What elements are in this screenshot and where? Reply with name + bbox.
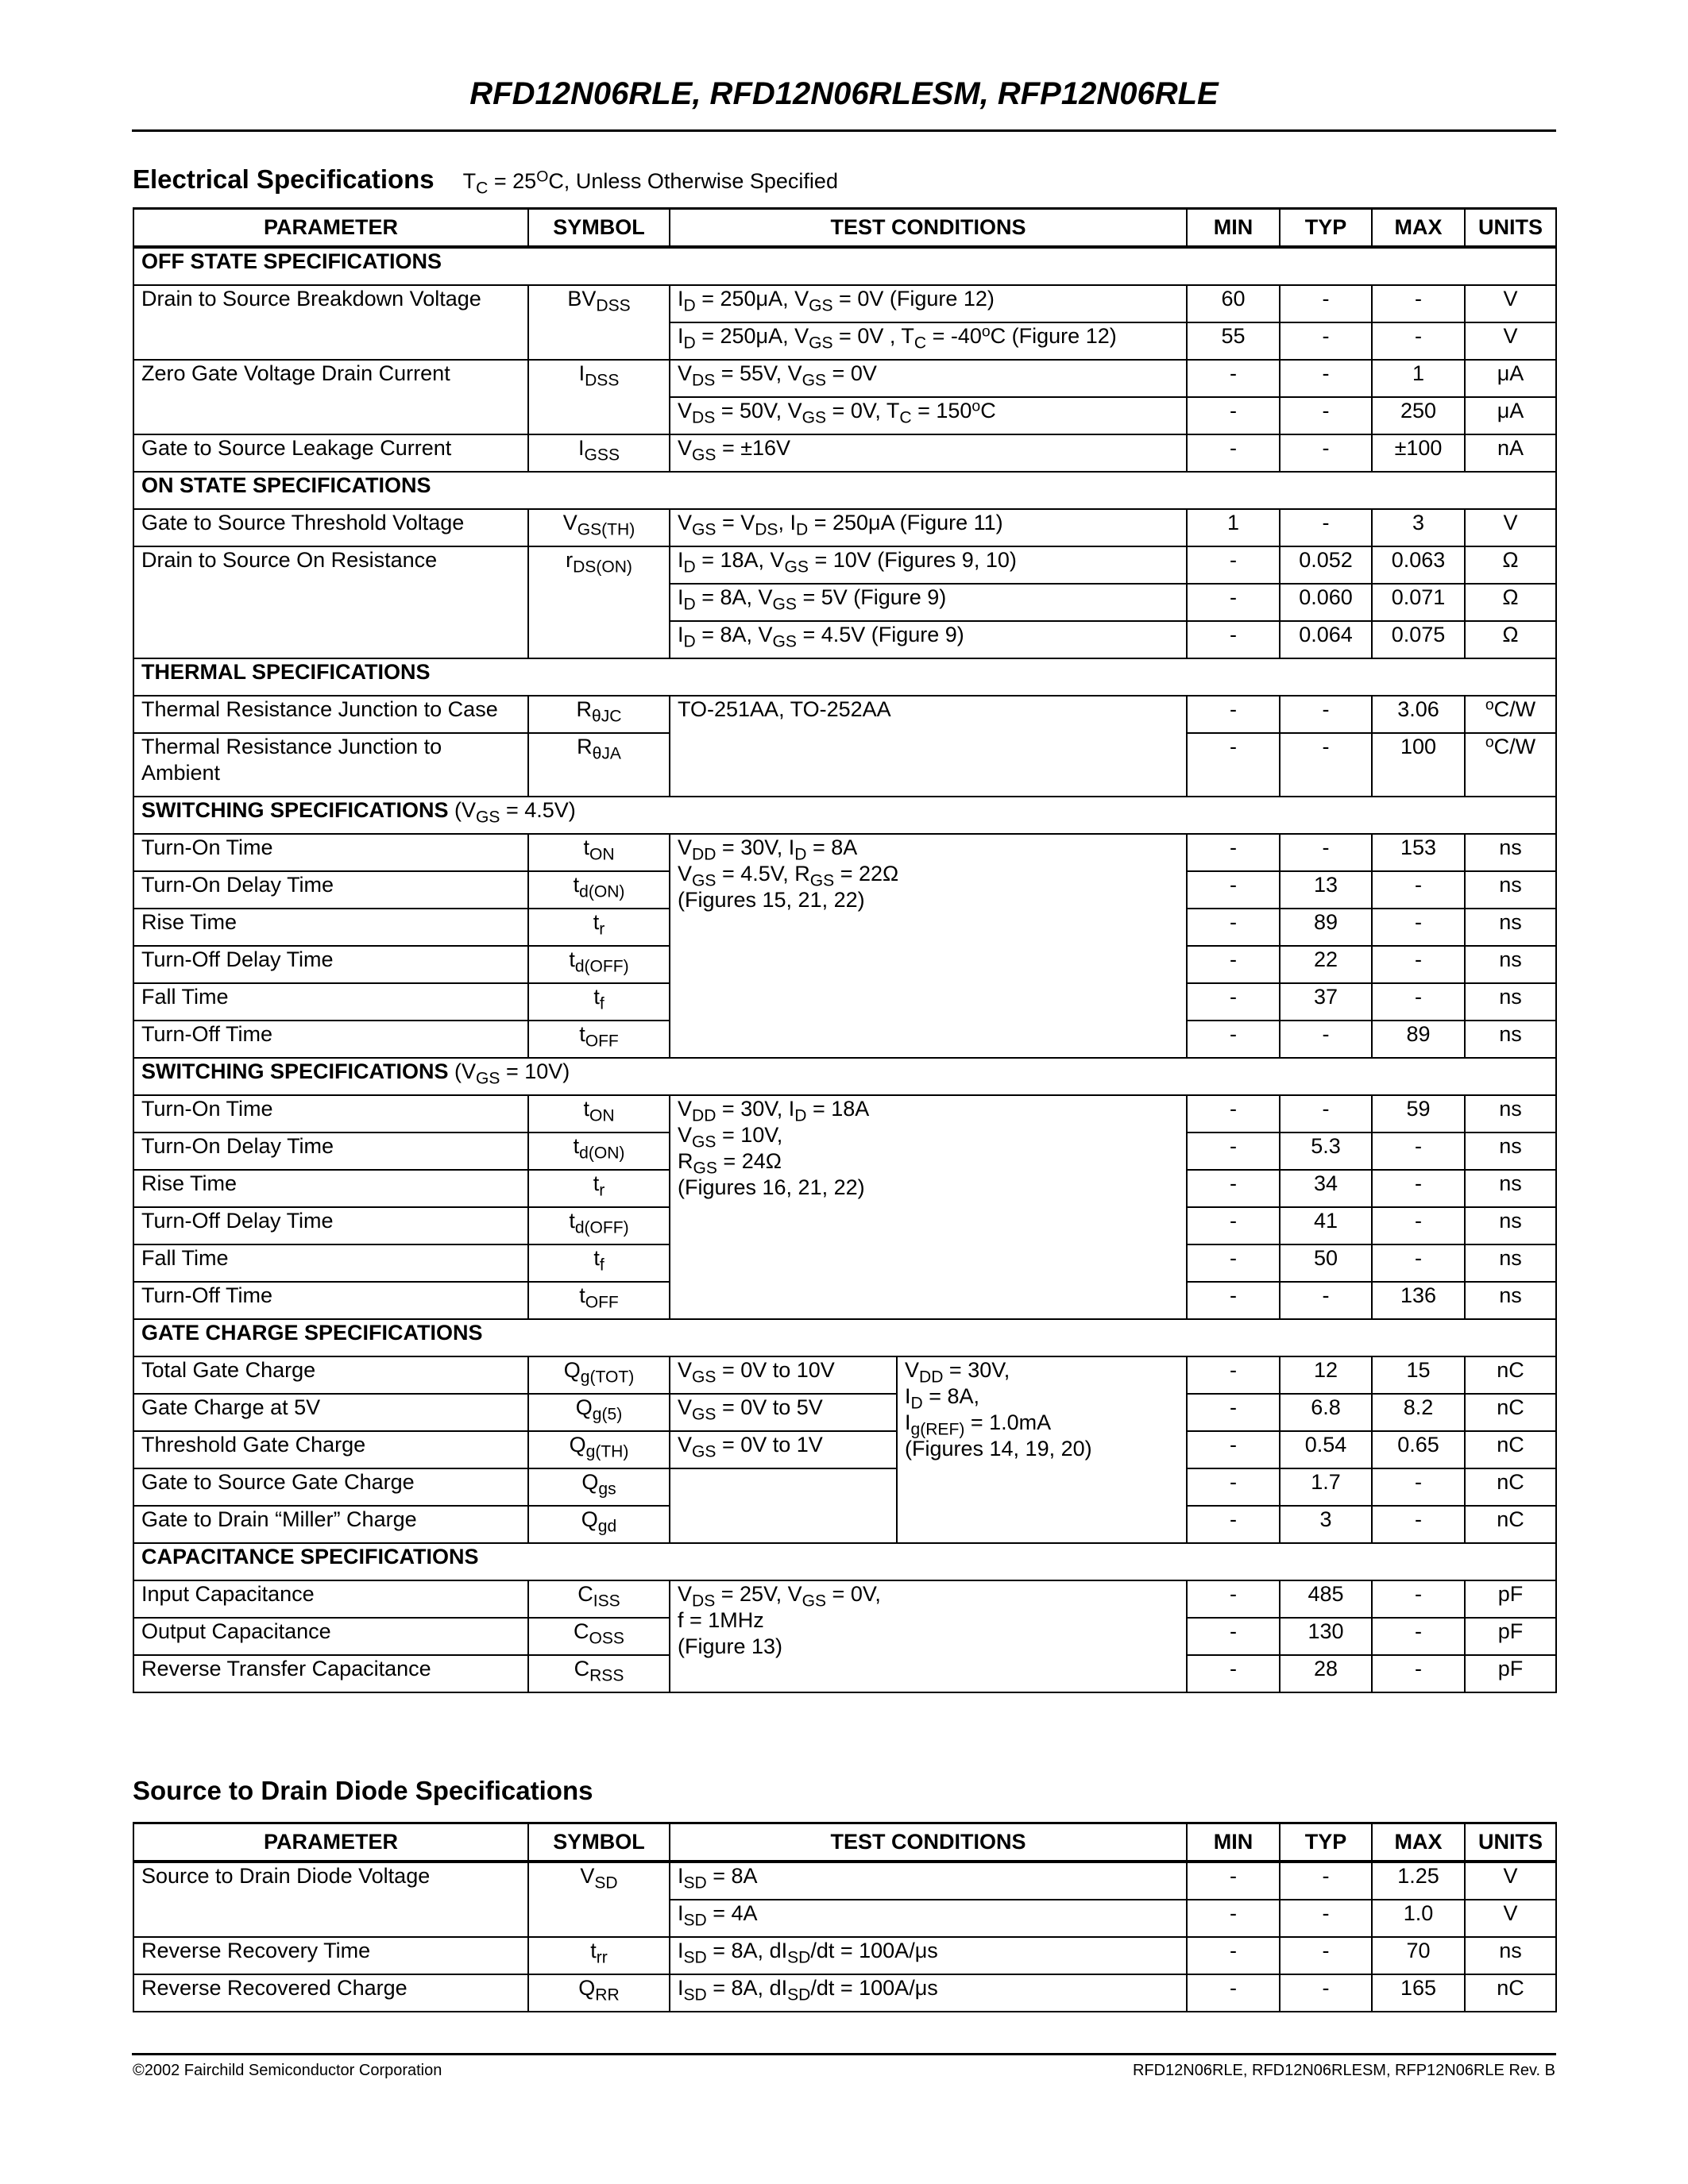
unit-cell: V xyxy=(1465,509,1556,546)
electrical-specifications-heading xyxy=(133,164,838,198)
typ-cell: 37 xyxy=(1280,983,1372,1021)
typ-cell: - xyxy=(1280,1900,1372,1937)
param-cell: Gate to Source Leakage Current xyxy=(133,434,528,472)
min-cell: - xyxy=(1187,1394,1280,1431)
header-min: MIN xyxy=(1187,1823,1280,1862)
condition-cell: $I_D = 8A$, $V_{GS} = 4.5V$ (Figure 9) xyxy=(670,621,1187,658)
symbol-cell: $t_{OFF}$ xyxy=(528,1021,670,1058)
unit-cell: ns xyxy=(1465,1937,1556,1974)
param-cell: Thermal Resistance Junction to Ambient xyxy=(133,733,528,797)
max-cell: ±100 xyxy=(1372,434,1465,472)
condition-cell: TO-251AA, TO-252AA xyxy=(670,696,1187,797)
unit-cell: ns xyxy=(1465,909,1556,946)
footer-part-numbers: RFD12N06RLE, RFD12N06RLESM, RFP12N06RLE Rev. B xyxy=(1132,2062,1555,2079)
param-cell: Reverse Recovery Time xyxy=(133,1937,528,1974)
diode-specifications-table xyxy=(133,1822,1557,2012)
footer-rule xyxy=(132,2053,1556,2055)
typ-cell: - xyxy=(1280,1974,1372,2012)
param-cell: Reverse Recovered Charge xyxy=(133,1974,528,2012)
unit-cell: ns xyxy=(1465,834,1556,871)
table-header-row xyxy=(133,1823,1556,1862)
typ-cell: 130 xyxy=(1280,1618,1372,1655)
symbol-cell: $t_{d(ON)}$ xyxy=(528,871,670,909)
header-units: UNITS xyxy=(1465,209,1556,248)
typ-cell: 28 xyxy=(1280,1655,1372,1692)
condition-cell: $I_D = 250\mu A$, $V_{GS} = 0V$ , $T_C = -40^oC$ (Figure 12) xyxy=(670,322,1187,360)
unit-cell: ns xyxy=(1465,871,1556,909)
param-cell: Source to Drain Diode Voltage xyxy=(133,1862,528,1937)
table-row xyxy=(133,434,1556,472)
min-cell: - xyxy=(1187,397,1280,434)
symbol-cell: $R_{\theta JC}$ xyxy=(528,696,670,733)
max-cell: - xyxy=(1372,1207,1465,1244)
max-cell: 8.2 xyxy=(1372,1394,1465,1431)
typ-cell: - xyxy=(1280,733,1372,797)
unit-cell: μA xyxy=(1465,397,1556,434)
max-cell: 0.063 xyxy=(1372,546,1465,584)
typ-cell: - xyxy=(1280,509,1372,546)
unit-cell: ns xyxy=(1465,1095,1556,1133)
param-cell: Turn-On Time xyxy=(133,1095,528,1133)
table-row xyxy=(133,1974,1556,2012)
table-row xyxy=(133,546,1556,584)
header-typ: TYP xyxy=(1280,209,1372,248)
max-cell: - xyxy=(1372,322,1465,360)
param-cell: Rise Time xyxy=(133,1170,528,1207)
condition-cell: $V_{GS} = \pm 16V$ xyxy=(670,434,1187,472)
unit-cell: ns xyxy=(1465,1207,1556,1244)
footer-copyright: ©2002 Fairchild Semiconductor Corporation xyxy=(133,2062,442,2079)
max-cell: - xyxy=(1372,1244,1465,1282)
symbol-cell: $I_{GSS}$ xyxy=(528,434,670,472)
symbol-cell: $C_{OSS}$ xyxy=(528,1618,670,1655)
header-symbol: SYMBOL xyxy=(528,1823,670,1862)
symbol-cell: $t_{rr}$ xyxy=(528,1937,670,1974)
min-cell: - xyxy=(1187,1095,1280,1133)
gate-charge-rows xyxy=(133,1356,1556,1543)
switching-4-5v-rows xyxy=(133,834,1556,1058)
table-row xyxy=(133,1468,1556,1506)
header-max: MAX xyxy=(1372,1823,1465,1862)
typ-cell: 34 xyxy=(1280,1170,1372,1207)
symbol-cell: $t_f$ xyxy=(528,1244,670,1282)
symbol-cell: $R_{\theta JA}$ xyxy=(528,733,670,797)
param-cell: Fall Time xyxy=(133,1244,528,1282)
typ-cell: 0.064 xyxy=(1280,621,1372,658)
condition-cell: $I_{SD} = 8A$, $dI_{SD}/dt = 100A/\mu s$ xyxy=(670,1937,1187,1974)
unit-cell: μA xyxy=(1465,360,1556,397)
symbol-cell: $V_{GS(TH)}$ xyxy=(528,509,670,546)
switching-10v-rows xyxy=(133,1095,1556,1319)
symbol-cell: $C_{RSS}$ xyxy=(528,1655,670,1692)
typ-cell: 6.8 xyxy=(1280,1394,1372,1431)
min-cell: - xyxy=(1187,1618,1280,1655)
section-off-state: OFF STATE SPECIFICATIONS xyxy=(133,247,1556,285)
symbol-cell: $t_{OFF}$ xyxy=(528,1282,670,1319)
max-cell: 15 xyxy=(1372,1356,1465,1394)
max-cell: - xyxy=(1372,946,1465,983)
header-parameter: PARAMETER xyxy=(133,1823,528,1862)
unit-cell: V xyxy=(1465,322,1556,360)
param-cell: Input Capacitance xyxy=(133,1580,528,1618)
symbol-cell: $Q_{g(TOT)}$ xyxy=(528,1356,670,1394)
symbol-cell: $t_r$ xyxy=(528,1170,670,1207)
min-cell: - xyxy=(1187,546,1280,584)
param-cell: Reverse Transfer Capacitance xyxy=(133,1655,528,1692)
param-cell: Output Capacitance xyxy=(133,1618,528,1655)
unit-cell: nC xyxy=(1465,1356,1556,1394)
param-cell: Turn-On Delay Time xyxy=(133,1133,528,1170)
symbol-cell: $BV_{DSS}$ xyxy=(528,285,670,360)
param-cell: Turn-Off Delay Time xyxy=(133,1207,528,1244)
typ-cell: 13 xyxy=(1280,871,1372,909)
table-row xyxy=(133,696,1556,733)
param-cell: Turn-On Time xyxy=(133,834,528,871)
table-row xyxy=(133,509,1556,546)
unit-cell: $^o$C/W xyxy=(1465,696,1556,733)
param-cell: Turn-Off Time xyxy=(133,1282,528,1319)
electrical-heading-text: Electrical Specifications xyxy=(133,164,435,194)
typ-cell: 5.3 xyxy=(1280,1133,1372,1170)
param-cell: Gate Charge at 5V xyxy=(133,1394,528,1431)
min-cell: - xyxy=(1187,1207,1280,1244)
condition-cell: $I_{SD} = 8A$, $dI_{SD}/dt = 100A/\mu s$ xyxy=(670,1974,1187,2012)
typ-cell: - xyxy=(1280,360,1372,397)
param-cell: Thermal Resistance Junction to Case xyxy=(133,696,528,733)
unit-cell: nC xyxy=(1465,1394,1556,1431)
section-switching-10v: SWITCHING SPECIFICATIONS $(V_{GS} = 10V)$ xyxy=(133,1058,1556,1095)
symbol-cell: $r_{DS(ON)}$ xyxy=(528,546,670,658)
max-cell: 1.25 xyxy=(1372,1862,1465,1900)
header-test-conditions: TEST CONDITIONS xyxy=(670,209,1187,248)
param-cell: Fall Time xyxy=(133,983,528,1021)
max-cell: 136 xyxy=(1372,1282,1465,1319)
unit-cell: ns xyxy=(1465,1244,1556,1282)
condition-cell: $V_{GS} = 0V$ to 1V xyxy=(670,1431,897,1468)
unit-cell: nA xyxy=(1465,434,1556,472)
symbol-cell: $t_{d(OFF)}$ xyxy=(528,946,670,983)
section-switching-4-5v: SWITCHING SPECIFICATIONS $(V_{GS} = 4.5V)$ xyxy=(133,797,1556,834)
shared-condition-cell: $V_{DD} = 30V$, $I_D = 8A$, $I_{g(REF)} = 1.0mA$ (Figures 14, 19, 20) xyxy=(897,1356,1187,1543)
max-cell: - xyxy=(1372,983,1465,1021)
symbol-cell: $C_{ISS}$ xyxy=(528,1580,670,1618)
param-cell: Gate to Source Threshold Voltage xyxy=(133,509,528,546)
max-cell: - xyxy=(1372,909,1465,946)
param-cell: Drain to Source On Resistance xyxy=(133,546,528,658)
min-cell: - xyxy=(1187,1937,1280,1974)
typ-cell: 3 xyxy=(1280,1506,1372,1543)
section-on-state: ON STATE SPECIFICATIONS xyxy=(133,472,1556,509)
unit-cell: pF xyxy=(1465,1580,1556,1618)
typ-cell: 0.060 xyxy=(1280,584,1372,621)
max-cell: 89 xyxy=(1372,1021,1465,1058)
typ-cell: 50 xyxy=(1280,1244,1372,1282)
header-typ: TYP xyxy=(1280,1823,1372,1862)
min-cell: - xyxy=(1187,584,1280,621)
unit-cell: pF xyxy=(1465,1618,1556,1655)
min-cell: - xyxy=(1187,621,1280,658)
unit-cell: ns xyxy=(1465,1133,1556,1170)
section-gate-charge: GATE CHARGE SPECIFICATIONS xyxy=(133,1319,1556,1356)
header-test-conditions: TEST CONDITIONS xyxy=(670,1823,1187,1862)
unit-cell: Ω xyxy=(1465,621,1556,658)
condition-cell: $I_D = 250\mu A$, $V_{GS} = 0V$ (Figure 12) xyxy=(670,285,1187,322)
min-cell: - xyxy=(1187,834,1280,871)
table-row xyxy=(133,834,1556,871)
table-row xyxy=(133,285,1556,322)
max-cell: 70 xyxy=(1372,1937,1465,1974)
max-cell: - xyxy=(1372,871,1465,909)
unit-cell: ns xyxy=(1465,946,1556,983)
unit-cell: V xyxy=(1465,285,1556,322)
max-cell: - xyxy=(1372,1468,1465,1506)
symbol-cell: $Q_{g(TH)}$ xyxy=(528,1431,670,1468)
table-row xyxy=(133,1356,1556,1394)
table-row xyxy=(133,1580,1556,1618)
table-row xyxy=(133,1431,1556,1468)
max-cell: - xyxy=(1372,1618,1465,1655)
typ-cell: - xyxy=(1280,397,1372,434)
unit-cell: ns xyxy=(1465,983,1556,1021)
typ-cell: 12 xyxy=(1280,1356,1372,1394)
min-cell: - xyxy=(1187,1974,1280,2012)
min-cell: 60 xyxy=(1187,285,1280,322)
symbol-cell: $t_{d(ON)}$ xyxy=(528,1133,670,1170)
param-cell: Turn-On Delay Time xyxy=(133,871,528,909)
min-cell: - xyxy=(1187,434,1280,472)
typ-cell: - xyxy=(1280,696,1372,733)
param-cell: Gate to Drain “Miller” Charge xyxy=(133,1506,528,1543)
table-row xyxy=(133,1862,1556,1900)
diode-specifications-heading: Source to Drain Diode Specifications xyxy=(133,1776,593,1805)
unit-cell: V xyxy=(1465,1900,1556,1937)
document-title: RFD12N06RLE, RFD12N06RLESM, RFP12N06RLE xyxy=(469,76,1219,111)
min-cell: - xyxy=(1187,1021,1280,1058)
max-cell: - xyxy=(1372,1133,1465,1170)
min-cell: - xyxy=(1187,1431,1280,1468)
unit-cell: Ω xyxy=(1465,546,1556,584)
header-units: UNITS xyxy=(1465,1823,1556,1862)
max-cell: 0.65 xyxy=(1372,1431,1465,1468)
condition-cell: $V_{DS} = 50V$, $V_{GS} = 0V$, $T_C = 150^oC$ xyxy=(670,397,1187,434)
condition-cell xyxy=(670,1468,897,1543)
max-cell: 3 xyxy=(1372,509,1465,546)
min-cell: - xyxy=(1187,1244,1280,1282)
typ-cell: 485 xyxy=(1280,1580,1372,1618)
max-cell: - xyxy=(1372,1506,1465,1543)
section-thermal: THERMAL SPECIFICATIONS xyxy=(133,658,1556,696)
min-cell: - xyxy=(1187,1506,1280,1543)
param-cell: Threshold Gate Charge xyxy=(133,1431,528,1468)
min-cell: - xyxy=(1187,696,1280,733)
unit-cell: ns xyxy=(1465,1170,1556,1207)
max-cell: - xyxy=(1372,1170,1465,1207)
max-cell: - xyxy=(1372,1580,1465,1618)
symbol-cell: $Q_{g(5)}$ xyxy=(528,1394,670,1431)
typ-cell: 0.54 xyxy=(1280,1431,1372,1468)
min-cell: 55 xyxy=(1187,322,1280,360)
symbol-cell: $Q_{gs}$ xyxy=(528,1468,670,1506)
symbol-cell: $Q_{gd}$ xyxy=(528,1506,670,1543)
unit-cell: ns xyxy=(1465,1021,1556,1058)
min-cell: - xyxy=(1187,1862,1280,1900)
symbol-cell: $I_{DSS}$ xyxy=(528,360,670,434)
typ-cell: - xyxy=(1280,322,1372,360)
condition-cell: $V_{DS} = 55V$, $V_{GS} = 0V$ xyxy=(670,360,1187,397)
unit-cell: ns xyxy=(1465,1282,1556,1319)
symbol-cell: $t_r$ xyxy=(528,909,670,946)
header-symbol: SYMBOL xyxy=(528,209,670,248)
table-header-row xyxy=(133,209,1556,248)
param-cell: Rise Time xyxy=(133,909,528,946)
min-cell: - xyxy=(1187,1468,1280,1506)
header-min: MIN xyxy=(1187,209,1280,248)
typ-cell: - xyxy=(1280,1862,1372,1900)
symbol-cell: $Q_{RR}$ xyxy=(528,1974,670,2012)
max-cell: 250 xyxy=(1372,397,1465,434)
unit-cell: V xyxy=(1465,1862,1556,1900)
table-row xyxy=(133,360,1556,397)
table-row xyxy=(133,1394,1556,1431)
unit-cell: nC xyxy=(1465,1506,1556,1543)
symbol-cell: $t_{ON}$ xyxy=(528,834,670,871)
max-cell: 59 xyxy=(1372,1095,1465,1133)
condition-cell: $I_D = 18A$, $V_{GS} = 10V$ (Figures 9, 10) xyxy=(670,546,1187,584)
condition-cell: $I_{SD} = 8A$ xyxy=(670,1862,1187,1900)
condition-cell: $I_D = 8A$, $V_{GS} = 5V$ (Figure 9) xyxy=(670,584,1187,621)
header-max: MAX xyxy=(1372,209,1465,248)
symbol-cell: $t_{d(OFF)}$ xyxy=(528,1207,670,1244)
min-cell: - xyxy=(1187,1282,1280,1319)
unit-cell: nC xyxy=(1465,1431,1556,1468)
typ-cell: 89 xyxy=(1280,909,1372,946)
typ-cell: - xyxy=(1280,285,1372,322)
capacitance-rows xyxy=(133,1580,1556,1692)
unit-cell: $^o$C/W xyxy=(1465,733,1556,797)
param-cell: Total Gate Charge xyxy=(133,1356,528,1394)
table-row xyxy=(133,1095,1556,1133)
max-cell: - xyxy=(1372,1655,1465,1692)
condition-cell: $V_{DD} = 30V$, $I_D = 18A$ $V_{GS} = 10V$, $R_{GS} = 24\Omega$ (Figures 16, 21, 22) xyxy=(670,1095,1187,1319)
electrical-specifications-table xyxy=(133,207,1557,1693)
max-cell: 3.06 xyxy=(1372,696,1465,733)
param-cell: Drain to Source Breakdown Voltage xyxy=(133,285,528,360)
electrical-condition: $T_C = 25^OC$, Unless Otherwise Specified xyxy=(462,168,838,198)
symbol-cell: $V_{SD}$ xyxy=(528,1862,670,1937)
max-cell: 165 xyxy=(1372,1974,1465,2012)
header-parameter: PARAMETER xyxy=(133,209,528,248)
min-cell: - xyxy=(1187,1900,1280,1937)
min-cell: - xyxy=(1187,733,1280,797)
min-cell: - xyxy=(1187,946,1280,983)
min-cell: - xyxy=(1187,360,1280,397)
max-cell: 0.071 xyxy=(1372,584,1465,621)
max-cell: 153 xyxy=(1372,834,1465,871)
unit-cell: pF xyxy=(1465,1655,1556,1692)
condition-cell: $V_{GS} = V_{DS}$, $I_D = 250\mu A$ (Figure 11) xyxy=(670,509,1187,546)
param-cell: Turn-Off Delay Time xyxy=(133,946,528,983)
typ-cell: - xyxy=(1280,1937,1372,1974)
condition-cell: $V_{GS} = 0V$ to 10V xyxy=(670,1356,897,1394)
typ-cell: 41 xyxy=(1280,1207,1372,1244)
typ-cell: 0.052 xyxy=(1280,546,1372,584)
unit-cell: nC xyxy=(1465,1974,1556,2012)
min-cell: - xyxy=(1187,1356,1280,1394)
min-cell: - xyxy=(1187,1655,1280,1692)
symbol-cell: $t_{ON}$ xyxy=(528,1095,670,1133)
typ-cell: - xyxy=(1280,1282,1372,1319)
typ-cell: 1.7 xyxy=(1280,1468,1372,1506)
table-row xyxy=(133,1937,1556,1974)
min-cell: - xyxy=(1187,1170,1280,1207)
min-cell: - xyxy=(1187,871,1280,909)
typ-cell: - xyxy=(1280,434,1372,472)
max-cell: - xyxy=(1372,285,1465,322)
param-cell: Gate to Source Gate Charge xyxy=(133,1468,528,1506)
unit-cell: nC xyxy=(1465,1468,1556,1506)
min-cell: - xyxy=(1187,1580,1280,1618)
min-cell: 1 xyxy=(1187,509,1280,546)
min-cell: - xyxy=(1187,983,1280,1021)
max-cell: 1 xyxy=(1372,360,1465,397)
typ-cell: - xyxy=(1280,1095,1372,1133)
condition-cell: $V_{DD} = 30V$, $I_D = 8A$ $V_{GS} = 4.5V$, $R_{GS} = 22\Omega$ (Figures 15, 21, 22) xyxy=(670,834,1187,1058)
condition-cell: $V_{GS} = 0V$ to 5V xyxy=(670,1394,897,1431)
typ-cell: - xyxy=(1280,834,1372,871)
min-cell: - xyxy=(1187,909,1280,946)
max-cell: 1.0 xyxy=(1372,1900,1465,1937)
max-cell: 0.075 xyxy=(1372,621,1465,658)
symbol-cell: $t_f$ xyxy=(528,983,670,1021)
title-rule xyxy=(132,129,1556,132)
min-cell: - xyxy=(1187,1133,1280,1170)
typ-cell: - xyxy=(1280,1021,1372,1058)
max-cell: 100 xyxy=(1372,733,1465,797)
section-capacitance: CAPACITANCE SPECIFICATIONS xyxy=(133,1543,1556,1580)
param-cell: Zero Gate Voltage Drain Current xyxy=(133,360,528,434)
condition-cell: $I_{SD} = 4A$ xyxy=(670,1900,1187,1937)
param-cell: Turn-Off Time xyxy=(133,1021,528,1058)
condition-cell: $V_{DS} = 25V$, $V_{GS} = 0V$, f = 1MHz (Figure 13) xyxy=(670,1580,1187,1692)
typ-cell: 22 xyxy=(1280,946,1372,983)
unit-cell: Ω xyxy=(1465,584,1556,621)
